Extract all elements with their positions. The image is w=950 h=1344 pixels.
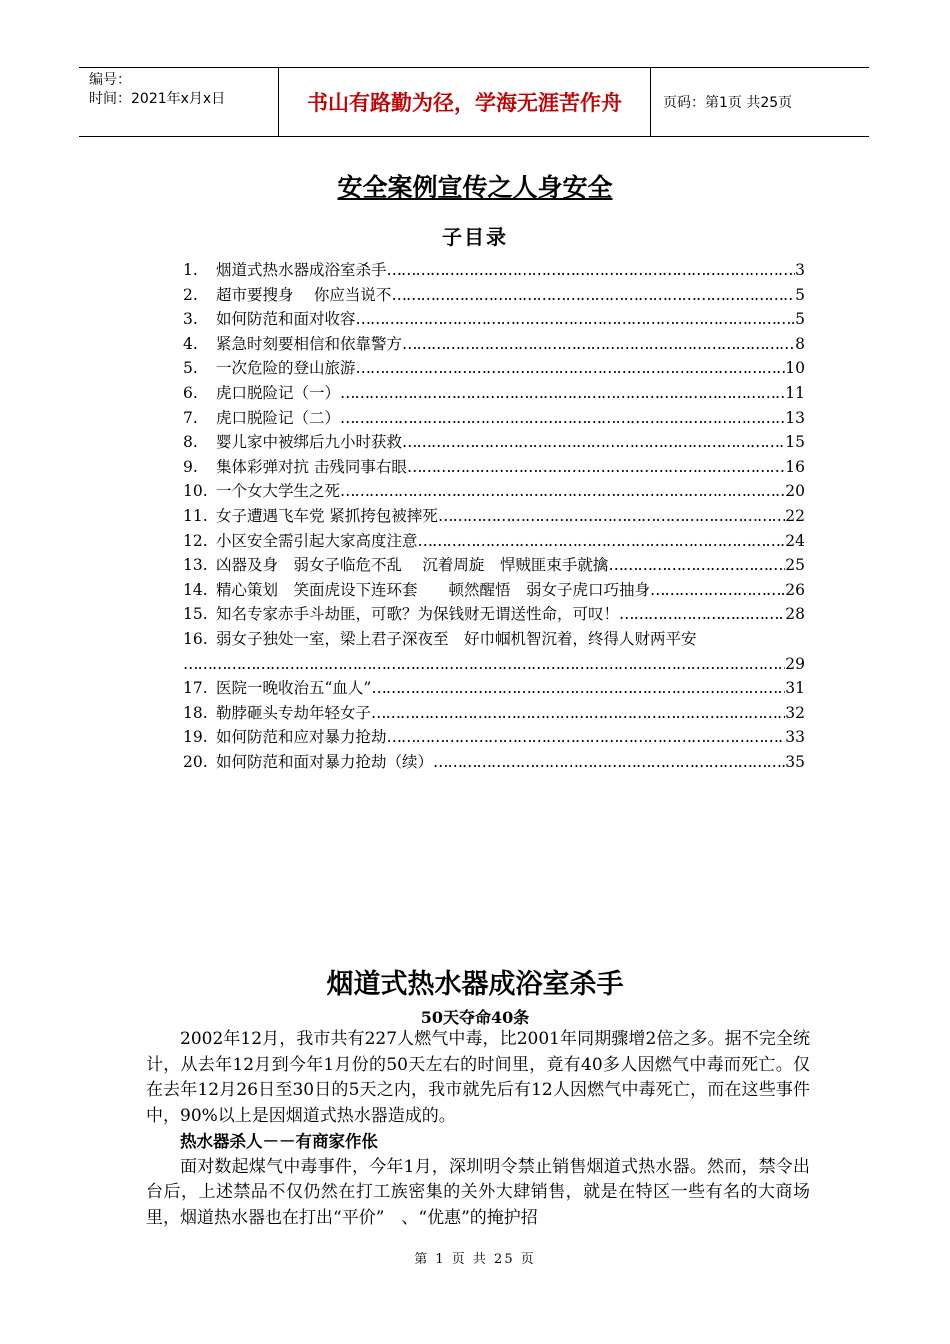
toc-item-page: 24 <box>785 531 805 550</box>
toc-item-page: 11 <box>785 383 805 402</box>
toc-item-title: 如何防范和面对收容 <box>216 310 356 329</box>
toc-leader <box>608 553 785 578</box>
toc-item-number: 14. <box>183 580 208 599</box>
toc-item-title: 虎口脱险记（二） <box>216 408 341 427</box>
toc-leader <box>340 381 785 406</box>
toc-item[interactable] <box>183 701 805 726</box>
article-paragraph: 2002年12月，我市共有227人燃气中毒，比2001年同期骤增2倍之多。据不完全统计，从去年12月到今年1月份的50天左右的时间里，竟有40多人因燃气中毒而死亡。仅在去年12月26日至30日的5天之内，我市就先后有12人因燃气中毒死亡，而在这些事件中，90%以上是因烟道式热水器造成的。 <box>146 1029 810 1126</box>
toc-leader <box>433 750 785 775</box>
toc-leader <box>340 479 785 504</box>
toc-leader <box>387 725 786 750</box>
toc-leader <box>183 652 785 677</box>
toc-item-page: 10 <box>785 359 805 378</box>
toc-heading: 子目录 <box>442 225 508 249</box>
toc-item-continuation <box>183 652 805 677</box>
toc-item[interactable] <box>183 725 805 750</box>
toc-item-page: 13 <box>785 408 805 427</box>
toc-item[interactable] <box>183 430 805 455</box>
header-page-info: 页码：第1页 共25页 <box>663 95 793 111</box>
toc-item[interactable] <box>183 750 805 775</box>
toc-item[interactable] <box>183 676 805 701</box>
toc-item-number: 15. <box>183 605 208 624</box>
toc-leader <box>391 283 795 308</box>
toc-item[interactable] <box>183 283 805 308</box>
toc-item-page: 26 <box>785 580 805 599</box>
toc-item-number: 19. <box>183 728 208 747</box>
toc-leader <box>340 406 785 431</box>
toc-item-page: 32 <box>785 703 805 722</box>
page-header <box>79 67 869 137</box>
header-meta <box>79 68 279 136</box>
toc-leader <box>402 430 785 455</box>
toc-leader <box>418 529 786 554</box>
toc-item-number: 13. <box>183 556 208 575</box>
toc-leader <box>402 332 795 357</box>
toc-item-page: 35 <box>785 752 805 771</box>
toc-item-page: 15 <box>785 433 805 452</box>
toc-item-number: 17. <box>183 679 208 698</box>
toc-item-page: 5 <box>795 310 805 329</box>
toc-item-page: 16 <box>785 457 805 476</box>
toc-item-number: 4. <box>183 334 198 353</box>
table-of-contents <box>183 258 805 774</box>
toc-item-page: 28 <box>785 605 805 624</box>
toc-item-number: 9. <box>183 457 198 476</box>
toc-item-number: 10. <box>183 482 208 501</box>
toc-item-title: 虎口脱险记（一） <box>216 383 341 402</box>
article-subtitle: 50天夺命40条 <box>420 1008 530 1027</box>
toc-item-page: 5 <box>795 285 805 304</box>
toc-item-title: 婴儿家中被绑后九小时获救 <box>216 433 403 452</box>
toc-item-number: 11. <box>183 506 208 525</box>
toc-item[interactable] <box>183 529 805 554</box>
toc-item-number: 20. <box>183 752 208 771</box>
toc-item[interactable] <box>183 504 805 529</box>
toc-item-page: 29 <box>785 654 805 673</box>
toc-item-title: 知名专家赤手斗劫匪，可歌？为保钱财无谓送性命，可叹！ <box>216 605 620 624</box>
toc-item-number: 1. <box>183 261 198 279</box>
toc-item-number: 2. <box>183 285 198 304</box>
toc-item-title: 凶器及身 弱女子临危不乱 沉着周旋 悍贼匪束手就擒 <box>216 556 609 575</box>
toc-leader <box>356 307 796 332</box>
toc-item-title: 超市要搜身 你应当说不 <box>216 285 392 304</box>
toc-item[interactable] <box>183 455 805 480</box>
toc-item[interactable] <box>183 553 805 578</box>
toc-item-title: 紧急时刻要相信和依靠警方 <box>216 334 403 353</box>
toc-item-title: 小区安全需引起大家高度注意 <box>216 531 418 550</box>
toc-item[interactable] <box>183 479 805 504</box>
toc-item-number: 8. <box>183 433 198 452</box>
article-body <box>146 1027 810 1231</box>
toc-leader <box>371 676 785 701</box>
toc-item-number: 12. <box>183 531 208 550</box>
toc-item-number: 6. <box>183 383 198 402</box>
toc-item-page: 33 <box>785 728 805 747</box>
toc-item-page: 3 <box>795 261 805 279</box>
toc-item[interactable] <box>183 332 805 357</box>
toc-leader <box>619 602 785 627</box>
toc-item-number: 5. <box>183 359 198 378</box>
toc-item-number: 18. <box>183 703 208 722</box>
toc-item-page: 25 <box>785 556 805 575</box>
toc-item[interactable] <box>183 406 805 431</box>
toc-item-page: 22 <box>785 506 805 525</box>
toc-item-title: 如何防范和面对暴力抢劫（续） <box>216 752 434 771</box>
toc-item-page: 8 <box>795 334 805 353</box>
toc-leader <box>356 356 786 381</box>
page-footer: 第 1 页 共 25 页 <box>414 1252 536 1267</box>
toc-leader <box>387 258 796 283</box>
article-paragraph: 面对数起煤气中毒事件，今年1月，深圳明令禁止销售烟道式热水器。然而，禁令出台后，上述禁品不仅仍然在打工族密集的关外大肆销售，就是在特区一些有名的大商场里，烟道热水器也在打出“平价” 、“优惠”的掩护招 <box>146 1156 810 1228</box>
toc-leader <box>407 455 785 480</box>
document-title: 安全案例宣传之人身安全 <box>337 173 613 202</box>
toc-item[interactable] <box>183 258 805 283</box>
header-motto: 书山有路勤为径，学海无涯苦作舟 <box>279 68 651 136</box>
number-label: 编号： <box>89 72 131 88</box>
toc-item-number: 16. <box>183 629 208 648</box>
toc-leader <box>371 701 785 726</box>
toc-item-title: 烟道式热水器成浴室杀手 <box>216 261 387 279</box>
toc-item-title: 一个女大学生之死 <box>216 482 341 501</box>
toc-item-title: 精心策划 笑面虎设下连环套 顿然醒悟 弱女子虎口巧抽身 <box>216 580 651 599</box>
toc-item-title: 一次危险的登山旅游 <box>216 359 356 378</box>
toc-item[interactable] <box>183 578 805 603</box>
toc-item[interactable] <box>183 381 805 406</box>
toc-item-page: 20 <box>785 482 805 501</box>
toc-item-title: 弱女子独处一室，梁上君子深夜至 好巾帼机智沉着，终得人财两平安 <box>216 629 697 648</box>
toc-item-title: 医院一晚收治五“血人” <box>216 679 372 698</box>
toc-leader <box>650 578 785 603</box>
toc-item[interactable] <box>183 627 805 652</box>
toc-item-title: 勒脖砸头专劫年轻女子 <box>216 703 372 722</box>
toc-leader <box>438 504 785 529</box>
toc-item-number: 3. <box>183 310 198 329</box>
toc-item-title: 集体彩弹对抗 击残同事右眼 <box>216 457 407 476</box>
article-title: 烟道式热水器成浴室杀手 <box>326 969 624 1000</box>
toc-item-page: 31 <box>785 679 805 698</box>
toc-item[interactable] <box>183 307 805 332</box>
toc-item-title: 女子遭遇飞车党 紧抓挎包被摔死 <box>216 506 438 525</box>
toc-item[interactable] <box>183 602 805 627</box>
date-label: 时间：2021年x月x日 <box>89 91 226 107</box>
toc-item-number: 7. <box>183 408 198 427</box>
section-heading: 热水器杀人－－有商家作伥 <box>180 1132 378 1151</box>
toc-item[interactable] <box>183 356 805 381</box>
toc-item-title: 如何防范和应对暴力抢劫 <box>216 728 387 747</box>
